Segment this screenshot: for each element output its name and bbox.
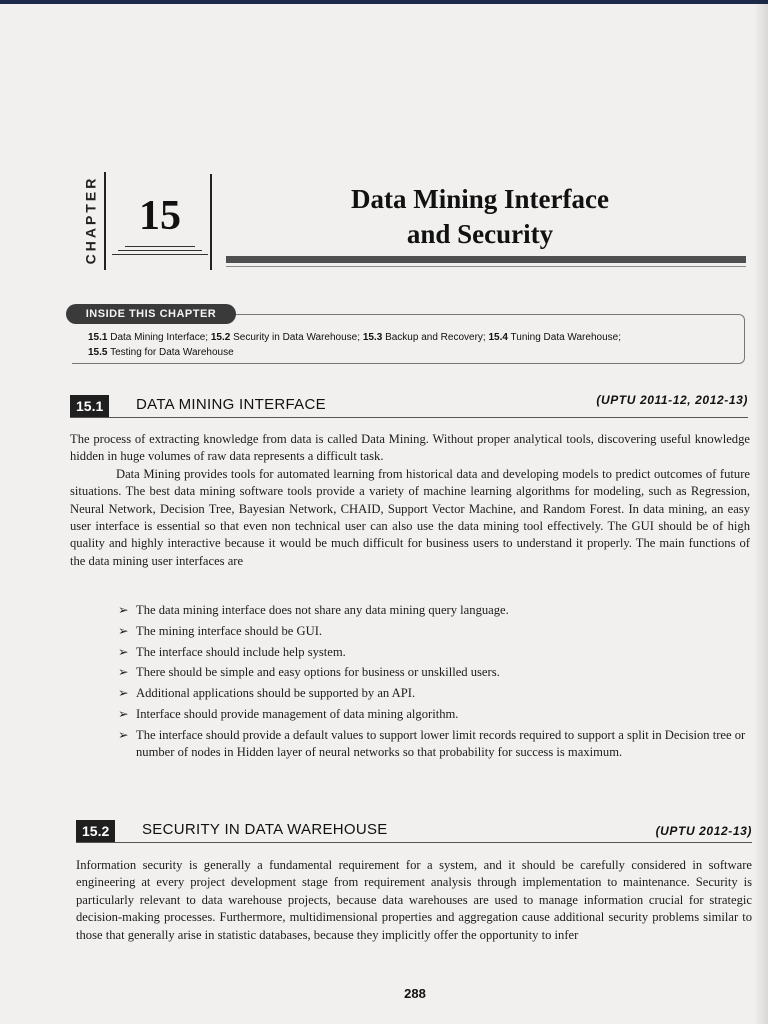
page-top-edge (0, 0, 768, 4)
interface-functions-list (118, 602, 758, 765)
section-rule (70, 417, 748, 418)
toc-item: Security in Data Warehouse; (233, 332, 361, 343)
section-reference: (UPTU 2011-12, 2012-13) (596, 393, 748, 407)
section-reference: (UPTU 2012-13) (655, 824, 752, 838)
section-rule (76, 842, 752, 843)
arrow-bullet-icon: ➢ (118, 623, 129, 638)
chapter-number: 15 (139, 193, 181, 239)
section2-paragraph (76, 857, 752, 944)
title-underline-thin (226, 266, 746, 267)
toc-item: Testing for Data Warehouse (110, 347, 234, 358)
section-title: DATA MINING INTERFACE (136, 396, 326, 413)
paragraph: Data Mining provides tools for automated learning from historical data and developing models to predict outcomes of future situations. The best data mining software tools provide a variety of machine learning algorithms for modeling, such as Regression, Neural Network, Decision Tree, Bayesian Network, CHAID, Support Vector Machine, and Random Forest. In data mining, an easy user interface is essential so that even non technical user can also use the data mining tool effectively. The GUI should be of high quality and highly interactive because it would be much difficult for business users to understand it properly. The main functions of the data mining user interfaces are (70, 466, 750, 568)
list-item: ➢ The mining interface should be GUI. (118, 623, 758, 640)
toc-item: Data Mining Interface; (110, 332, 209, 343)
chapter-right-bar (210, 174, 212, 270)
arrow-bullet-icon: ➢ (118, 603, 129, 617)
paragraph: The process of extracting knowledge from data is called Data Mining. Without proper analytical tools, discovering useful knowledge hidden in huge volumes of raw data represents a difficult task. (70, 432, 750, 464)
list-item: ➢ The data mining interface does not share any data mining query language. (118, 602, 758, 619)
section-number: 15.2 (76, 820, 115, 842)
page-number: 288 (404, 986, 426, 1001)
page-shadow (754, 0, 768, 1024)
toc-num: 15.1 (88, 332, 108, 343)
list-item: ➢ The interface should provide a default values to support lower limit records required to support a split in Decision tree or number of nodes in Hidden layer of neural networks so that probability for success is maximum. (118, 727, 746, 760)
toc-num: 15.3 (362, 332, 383, 343)
paragraph: Information security is generally a fundamental requirement for a system, and it should be carefully considered in software engineering at every project development stage from requirement analysis through implementation to maintenance. Security is particularly relevant to data warehouse projects, because data warehouses are used to manage information crucial for strategic decision-making processes. Furthermore, multidimensional properties and aggregation cause additional security problems similar to those that generally arise in statistic databases, because they implicitly offer the opportunity to infer (76, 858, 752, 942)
toc-num: 15.5 (88, 347, 108, 358)
list-item: ➢ Additional applications should be supported by an API. (118, 685, 758, 702)
inside-chapter-heading: INSIDE THIS CHAPTER (66, 304, 236, 324)
chapter-label: CHAPTER (82, 175, 99, 265)
section-title: SECURITY IN DATA WAREHOUSE (142, 821, 388, 838)
arrow-bullet-icon: ➢ (118, 727, 129, 742)
list-item: ➢ Interface should provide management of data mining algorithm. (118, 706, 758, 723)
arrow-bullet-icon: ➢ (118, 665, 129, 680)
section1-paragraphs (70, 431, 750, 570)
toc-num: 15.4 (488, 332, 508, 343)
list-item: ➢ The interface should include help system. (118, 644, 758, 661)
chapter-title-line1: Data Mining Interface (351, 184, 609, 214)
chapter-divider (104, 172, 106, 270)
inside-chapter-list (88, 330, 738, 360)
chapter-title-line2: and Security (406, 219, 554, 249)
toc-item: Tuning Data Warehouse; (510, 332, 621, 343)
arrow-bullet-icon: ➢ (118, 644, 129, 659)
arrow-bullet-icon: ➢ (118, 706, 129, 721)
chapter-number-rules (112, 246, 208, 258)
chapter-title (270, 182, 690, 252)
title-underline-bar (226, 256, 746, 263)
list-item: ➢ There should be simple and easy options for business or unskilled users. (118, 664, 758, 681)
arrow-bullet-icon: ➢ (118, 686, 129, 701)
section-number: 15.1 (70, 395, 109, 417)
toc-num: 15.2 (210, 332, 231, 343)
toc-item: Backup and Recovery; (385, 332, 486, 343)
